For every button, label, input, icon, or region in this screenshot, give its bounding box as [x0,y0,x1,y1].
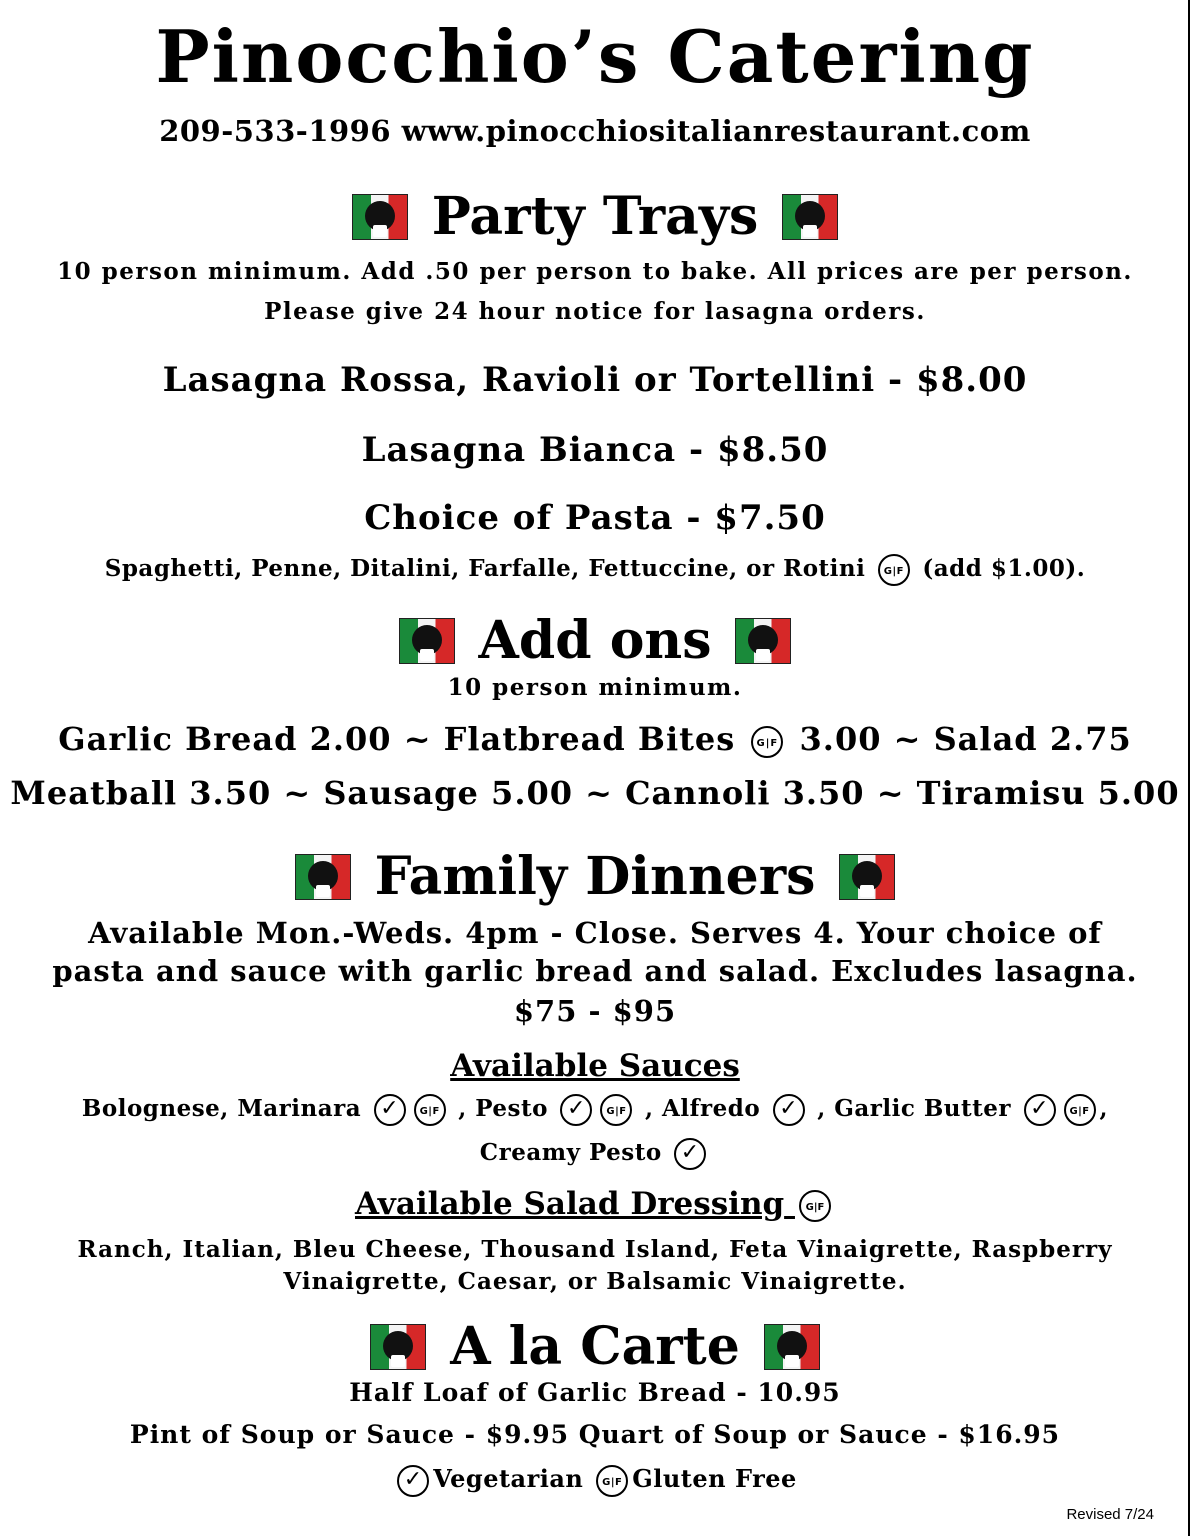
legend-gluten-free: Gluten Free [632,1464,797,1493]
sauce-creamy-pesto: Creamy Pesto [479,1139,662,1166]
italy-flag-icon [295,854,351,900]
gluten-free-icon [799,1190,831,1222]
italy-flag-icon [399,618,455,664]
add-ons-line-2: Meatball 3.50 ~ Sausage 5.00 ~ Cannoli 3.50 ~ Tiramisu 5.00 [10,774,1180,812]
italy-flag-icon [370,1324,426,1370]
party-tray-item-1: Lasagna Rossa, Ravioli or Tortellini - $8.00 [162,360,1028,400]
italy-flag-icon [839,854,895,900]
pasta-list: Spaghetti, Penne, Ditalini, Farfalle, Fettuccine, or Rotini [104,555,866,582]
vegetarian-icon [560,1094,592,1126]
pasta-addon: (add $1.00). [922,555,1086,582]
family-dinners-title: Family Dinners [374,846,816,907]
sauces-line-1 [0,1094,1190,1126]
gluten-free-icon [878,554,910,586]
party-trays-note-1: 10 person minimum. Add .50 per person to bake. All prices are per person. [57,258,1133,285]
gluten-free-icon [1064,1094,1096,1126]
dressing-line-1: Ranch, Italian, Bleu Cheese, Thousand Island, Feta Vinaigrette, Raspberry [77,1236,1113,1263]
sauces-heading: Available Sauces [450,1048,740,1084]
legend [0,1464,1190,1497]
add-ons-line-1b: 3.00 ~ Salad 2.75 [799,720,1132,758]
gluten-free-icon [414,1094,446,1126]
vegetarian-icon [773,1094,805,1126]
pasta-choices [0,554,1190,586]
party-trays-title: Party Trays [431,186,759,247]
gluten-free-icon [751,726,783,758]
sauce-alfredo: , Alfredo [645,1095,761,1122]
a-la-carte-heading [0,1316,1190,1377]
add-ons-line-1 [0,720,1190,758]
dressing-heading-row [0,1186,1190,1222]
vegetarian-icon [374,1094,406,1126]
sauce-bolognese-marinara: Bolognese, Marinara [81,1095,362,1122]
vegetarian-icon [1024,1094,1056,1126]
family-dinners-line-2: pasta and sauce with garlic bread and salad. Excludes lasagna. [52,954,1138,988]
gluten-free-icon [600,1094,632,1126]
vegetarian-icon [674,1138,706,1170]
party-tray-item-2: Lasagna Bianca - $8.50 [361,430,829,470]
a-la-carte-item-2: Pint of Soup or Sauce - $9.95 Quart of Soup or Sauce - $16.95 [129,1420,1061,1449]
legend-vegetarian: Vegetarian [433,1464,584,1493]
dressing-line-2: Vinaigrette, Caesar, or Balsamic Vinaigrette. [283,1268,907,1295]
sauces-line-2 [0,1138,1190,1170]
italy-flag-icon [735,618,791,664]
sauce-comma: , [1099,1095,1109,1122]
gluten-free-icon [596,1465,628,1497]
add-ons-title: Add ons [478,610,712,671]
party-trays-note-2: Please give 24 hour notice for lasagna orders. [264,298,926,325]
vegetarian-icon [397,1465,429,1497]
a-la-carte-title: A la Carte [450,1316,740,1377]
italy-flag-icon [764,1324,820,1370]
party-tray-item-3: Choice of Pasta - $7.50 [364,498,826,538]
add-ons-heading [0,610,1190,671]
dressing-heading: Available Salad Dressing [355,1186,785,1222]
italy-flag-icon [352,194,408,240]
family-dinners-heading [0,846,1190,907]
sauce-pesto: , Pesto [458,1095,548,1122]
sauce-garlic-butter: , Garlic Butter [817,1095,1012,1122]
family-dinners-price: $75 - $95 [513,994,677,1028]
family-dinners-line-1: Available Mon.-Weds. 4pm - Close. Serves 4. Your choice of [88,916,1102,950]
add-ons-line-1a: Garlic Bread 2.00 ~ Flatbread Bites [58,720,736,758]
a-la-carte-item-1: Half Loaf of Garlic Bread - 10.95 [349,1378,841,1407]
page-title: Pinocchio’s Catering [155,14,1035,99]
italy-flag-icon [782,194,838,240]
add-ons-note: 10 person minimum. [447,674,743,701]
party-trays-heading [0,186,1190,247]
revised-date: Revised 7/24 [1066,1506,1154,1523]
contact-line: 209-533-1996 www.pinocchiositalianrestaurant.com [159,114,1031,148]
